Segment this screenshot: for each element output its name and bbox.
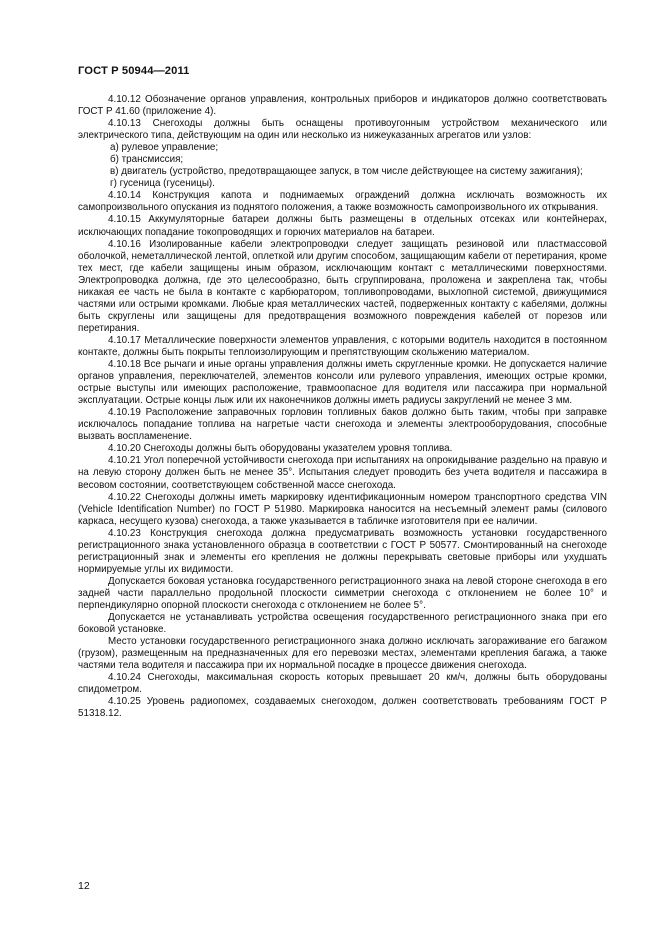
paragraph: 4.10.25 Уровень радиопомех, создаваемых снегоходом, должен соответствовать требованиям ГОСТ Р 51318.12. [78,696,607,720]
list-item: г) гусеница (гусеницы). [110,178,215,190]
paragraph: 4.10.15 Аккумуляторные батареи должны быть размещены в отдельных отсеках или контейнерах, исключающих попадание токопроводящих и горючих материалов на батареи. [78,214,607,238]
paragraph: Допускается не устанавливать устройства освещения государственного регистрационного знака при его боковой установке. [78,612,607,636]
list-item: в) двигатель (устройство, предотвращающее запуск, в том числе действующее на систему зажигания); [110,166,583,178]
paragraph: 4.10.17 Металлические поверхности элементов управления, с которыми водитель находится в постоянном контакте, должны быть покрыты теплоизолирующим и препятствующим скольжению материалом. [78,334,607,358]
paragraph: 4.10.21 Угол поперечной устойчивости снегохода при испытаниях на опрокидывание раздельно на правую и на левую сторону должен быть не менее 35°. Испытания следует проводить без учета водителя и пассажира в весовом состоянии, соответствующем собственной массе снегохода. [78,455,607,491]
paragraph: 4.10.12 Обозначение органов управления, контрольных приборов и индикаторов должно соответствовать ГОСТ Р 41.60 (приложение 4). [78,94,607,118]
paragraph: 4.10.22 Снегоходы должны иметь маркировку идентификационным номером транспортного средства VIN (Vehicle Identification Number) по ГОСТ Р 51980. Маркировка наносится на несъемный элемент рамы (силового каркаса, несущего кузова) снегохода, а также указывается в табличке изготовителя при ее наличии. [78,491,607,527]
paragraph: 4.10.23 Конструкция снегохода должна предусматривать возможность установки государственного регистрационного знака установленного образца в соответствии с ГОСТ Р 50577. Смонтированный на снегоходе регистрационный знак и элементы его крепления не должны перекрывать световые приборы или ухудшать нормируемые углы их видимости. [78,527,607,575]
document-header: ГОСТ Р 50944—2011 [78,65,190,77]
document-body [78,94,607,720]
paragraph: 4.10.24 Снегоходы, максимальная скорость которых превышает 20 км/ч, должны быть оборудованы спидометром. [78,672,607,696]
paragraph: 4.10.14 Конструкция капота и поднимаемых ограждений должна исключать возможность их самопроизвольного опускания из поднятого положения, а также возможность самопроизвольного их открывания. [78,190,607,214]
paragraph: 4.10.13 Снегоходы должны быть оснащены противоугонным устройством механического или электрического типа, действующим на один или несколько из нижеуказанных агрегатов или узлов: [78,118,607,142]
list-item: а) рулевое управление; [110,142,219,154]
paragraph: Допускается боковая установка государственного регистрационного знака на левой стороне снегохода в его задней части параллельно продольной плоскости симметрии снегохода с отклонением не более 10° и перпендикулярно опорной плоскости снегохода с отклонением не более 5°. [78,575,607,611]
list-item: б) трансмиссия; [110,154,184,166]
page-number: 12 [78,880,90,892]
paragraph: 4.10.16 Изолированные кабели электропроводки следует защищать резиновой или пластмассовой оболочкой, неметаллической лентой, оплеткой или другим способом, защищающим кабели от перетирания, кроме тех мест, где кабели защищены иным образом, исключающим контакт с металлическими поверхностями. Электропроводка должна, где это целесообразно, быть сгруппирована, проложена и закреплена так, чтобы никакая ее часть не была в контакте с карбюратором, топливопроводами, выхлопной системой, движущимися частями или острыми кромками. Любые края металлических частей, подверженных контакту с кабелями, должны быть скруглены или защищены для предотвращения возможного повреждения кабелей от порезов или перетирания. [78,238,607,334]
paragraph: Место установки государственного регистрационного знака должно исключать загораживание его багажом (грузом), размещенным на предназначенных для его перевозки местах, элементами крепления багажа, а также частями тела водителя и пассажира при их нормальной посадке в процессе движения снегохода. [78,636,607,672]
paragraph: 4.10.20 Снегоходы должны быть оборудованы указателем уровня топлива. [108,443,453,455]
paragraph: 4.10.19 Расположение заправочных горловин топливных баков должно быть таким, чтобы при заправке исключалось попадание топлива на нагретые части снегохода и элементы электрооборудования, способные вызвать воспламенение. [78,407,607,443]
paragraph: 4.10.18 Все рычаги и иные органы управления должны иметь скругленные кромки. Не допускается наличие органов управления, переключателей, элементов консоли или рулевого управления, имеющих острые кромки, острые выступы или имеющих расположение, травмоопасное для водителя или пассажира при нормальной эксплуатации. Острые концы лыж или их наконечников должны иметь радиусы закруглений не менее 3 мм. [78,359,607,407]
